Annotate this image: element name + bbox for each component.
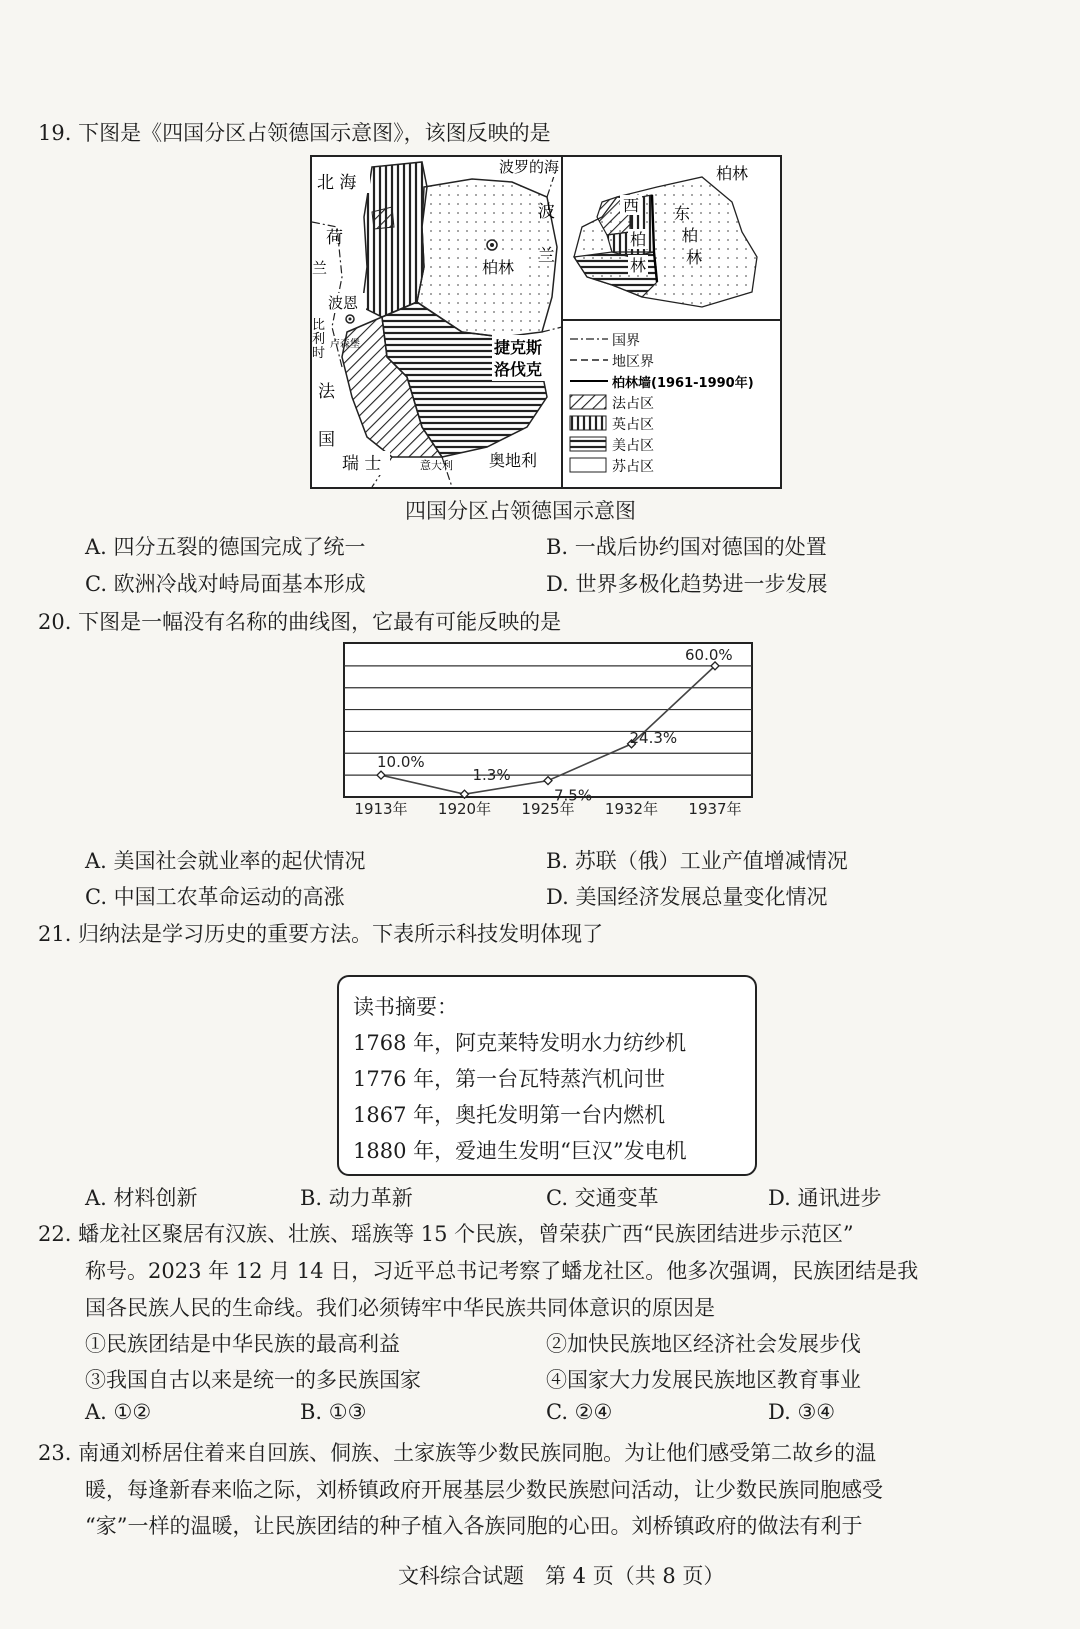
legend-french: 法占区 [612,396,654,412]
map-legend [570,333,754,475]
label-baltic: 波罗的海 [499,158,560,176]
q22-option-c[interactable]: C. ②④ [546,1400,613,1424]
label-belgium-3: 时 [312,346,326,361]
q21-stem: 21. 归纳法是学习历史的重要方法。下表所示科技发明体现了 [38,922,604,946]
q22-option-a[interactable]: A. ①② [85,1400,152,1424]
label-north-sea: 北 海 [317,173,357,193]
data-label-3: 7.5% [554,786,593,805]
label-poland-1: 波 [538,202,555,222]
label-france-1: 法 [318,382,335,402]
label-czech-2: 洛伐克 [494,360,543,379]
q22-item-1: ①民族团结是中华民族的最高利益 [85,1332,400,1356]
label-west-berlin-2: 柏 [630,230,647,249]
reading-note-2: 1776 年，第一台瓦特蒸汽机问世 [353,1067,666,1091]
q22-line-2: 称号。2023 年 12 月 14 日，习近平总书记考察了蟠龙社区。他多次强调，民族团结是我 [85,1259,919,1283]
q21-option-c[interactable]: C. 交通变革 [546,1186,659,1210]
label-luxembourg: 卢森堡 [330,339,360,350]
label-east-berlin-1: 东 [674,204,691,223]
q22-item-2: ②加快民族地区经济社会发展步伐 [546,1332,861,1356]
x-tick-5: 1937年 [688,800,742,817]
q21-option-a[interactable]: A. 材料创新 [85,1186,198,1210]
label-france-2: 国 [318,430,335,450]
reading-note-4: 1880 年，爱迪生发明“巨汉”发电机 [353,1139,687,1163]
occupation-map [310,155,782,489]
data-label-5: 60.0% [685,645,733,664]
x-tick-3: 1925年 [521,800,575,817]
british-zone [362,162,427,317]
data-label-4: 24.3% [629,728,678,747]
label-east-berlin-3: 林 [686,248,703,267]
x-tick-2: 1920年 [437,800,492,817]
label-belgium-1: 比 [312,318,326,333]
q22-line-3: 国各民族人民的生命线。我们必须铸牢中华民族共同体意识的原因是 [85,1296,715,1320]
q19-stem: 19. 下图是《四国分区占领德国示意图》，该图反映的是 [38,121,551,145]
q22-line-1: 22. 蟠龙社区聚居有汉族、壮族、瑶族等 15 个民族，曾荣获广西“民族团结进步示范区” [38,1222,854,1246]
q19-option-c[interactable]: C. 欧洲冷战对峙局面基本形成 [85,572,366,596]
map-svg [312,157,780,487]
inset-title: 柏林 [716,164,749,183]
line-chart-svg [343,642,753,817]
reading-notes-box [337,975,757,1176]
reading-note-3: 1867 年，奥托发明第一台内燃机 [353,1103,666,1127]
label-czech-1: 捷克斯 [494,338,543,357]
germany-main-map [312,157,562,487]
legend-berlin-wall: 柏林墙(1961-1990年) [612,376,754,391]
label-italy: 意大利 [420,459,453,472]
page-footer: 文科综合试题 第 4 页（共 8 页） [398,1564,725,1588]
label-west-berlin-1: 西 [623,196,640,215]
map-caption: 四国分区占领德国示意图 [405,499,636,523]
x-tick-1: 1913年 [354,800,408,817]
x-tick-4: 1932年 [604,800,659,817]
label-netherlands-2: 兰 [312,259,328,277]
reading-notes-title: 读书摘要： [353,995,458,1019]
q19-option-d[interactable]: D. 世界多极化趋势进一步发展 [546,572,828,596]
label-austria: 奥地利 [489,451,538,470]
q23-line-1: 23. 南通刘桥居住着来自回族、侗族、土家族等少数民族同胞。为让他们感受第二故乡的温 [38,1441,877,1465]
legend-soviet: 苏占区 [612,459,654,475]
q20-option-c[interactable]: C. 中国工农革命运动的高涨 [85,885,345,909]
q23-line-3: “家”一样的温暖，让民族团结的种子植入各族同胞的心田。刘桥镇政府的做法有利于 [85,1514,863,1538]
q22-item-4: ④国家大力发展民族地区教育事业 [546,1368,861,1392]
q20-option-b[interactable]: B. 苏联（俄）工业产值增减情况 [546,849,848,873]
q21-option-d[interactable]: D. 通讯进步 [768,1186,882,1210]
line-chart [343,642,753,817]
data-label-2: 1.3% [472,766,511,785]
legend-region-border: 地区界 [612,354,654,370]
reading-note-1: 1768 年，阿克莱特发明水力纺纱机 [353,1031,687,1055]
q20-option-a[interactable]: A. 美国社会就业率的起伏情况 [85,849,366,873]
q23-line-2: 暖，每逢新春来临之际，刘桥镇政府开展基层少数民族慰问活动，让少数民族同胞感受 [85,1478,883,1502]
label-netherlands-1: 荷 [326,228,343,248]
q22-option-b[interactable]: B. ①③ [300,1400,367,1424]
q22-item-3: ③我国自古以来是统一的多民族国家 [85,1368,421,1392]
label-west-berlin-3: 林 [630,256,647,275]
legend-border: 国界 [612,333,640,349]
label-belgium-2: 利 [312,332,326,347]
q22-option-d[interactable]: D. ③④ [768,1400,836,1424]
label-east-berlin-2: 柏 [682,226,699,245]
q21-option-b[interactable]: B. 动力革新 [300,1186,413,1210]
q20-stem: 20. 下图是一幅没有名称的曲线图，它最有可能反映的是 [38,610,562,634]
q19-option-b[interactable]: B. 一战后协约国对德国的处置 [546,535,827,559]
data-label-1: 10.0% [377,753,425,772]
label-poland-2: 兰 [538,246,555,266]
legend-american: 美占区 [612,438,654,454]
berlin-inset-map [574,164,757,307]
q20-option-d[interactable]: D. 美国经济发展总量变化情况 [546,885,828,909]
legend-british: 英占区 [612,417,654,433]
label-swiss: 瑞 士 [342,454,382,474]
label-bonn: 波恩 [328,294,359,312]
label-berlin: 柏林 [482,258,515,277]
q19-option-a[interactable]: A. 四分五裂的德国完成了统一 [85,535,366,559]
